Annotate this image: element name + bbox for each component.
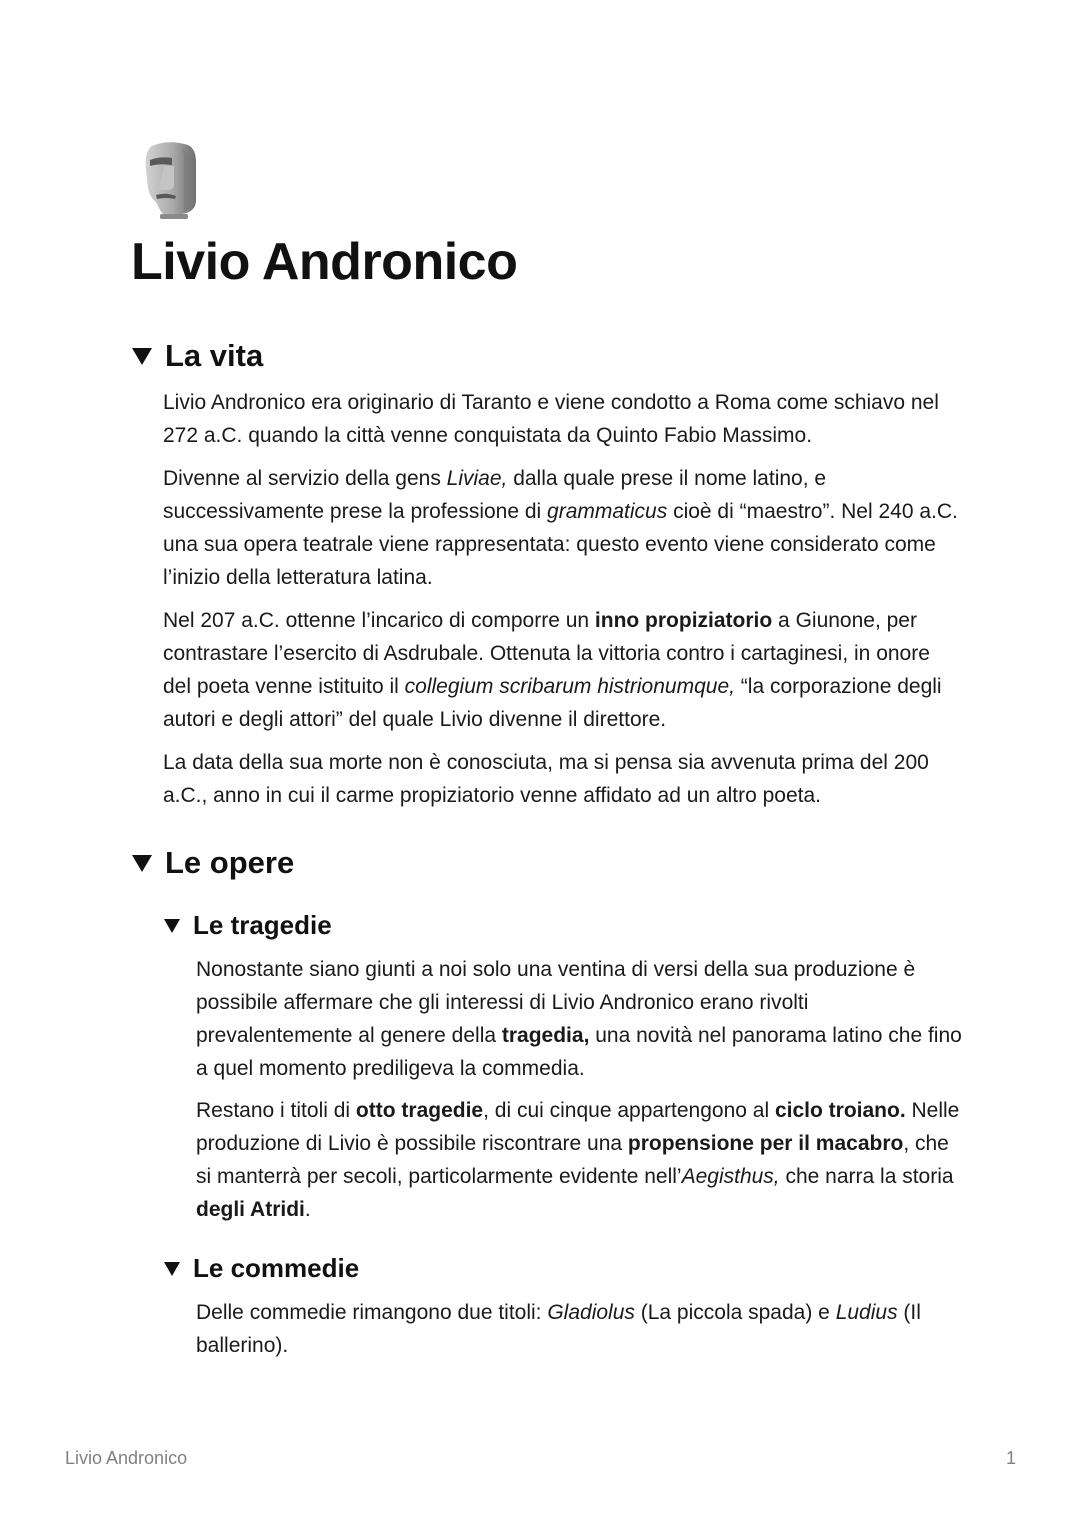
heading-label: Le commedie <box>193 1253 360 1283</box>
triangle-down-icon[interactable] <box>163 1261 181 1277</box>
bold-text: inno propiziatorio <box>594 609 773 632</box>
bold-text: degli Atridi <box>196 1198 305 1221</box>
text-run: cioè di “maestro”. Nel 240 a.C. una sua opera teatrale viene rappresentata: questo evento viene considerato come l’inizio della letteratura latina. <box>163 500 958 589</box>
text-run: dalla quale prese il nome latino, e successivamente prese la professione di <box>163 467 827 523</box>
text-run: (La piccola spada) e <box>634 1301 836 1324</box>
paragraph <box>196 1296 966 1362</box>
text-run: “la corporazione degli autori e degli attori” del quale Livio divenne il direttore. <box>163 675 942 731</box>
toggle-heading-la-vita[interactable] <box>131 338 263 374</box>
text-run: Divenne al servizio della gens <box>163 467 447 490</box>
text-run: (Il ballerino). <box>196 1301 921 1357</box>
toggle-heading-le-tragedie[interactable] <box>163 910 332 941</box>
triangle-down-icon[interactable] <box>131 853 153 873</box>
italic-text: collegium scribarum histrionumque, <box>404 675 735 698</box>
heading-label: Le opere <box>165 845 295 880</box>
text-run: Delle commedie rimangono due titoli: <box>196 1301 548 1324</box>
page-title: Livio Andronico <box>131 233 518 291</box>
moai-statue-icon <box>138 140 204 220</box>
footer-document-title: Livio Andronico <box>65 1448 188 1468</box>
text-run: che narra la storia <box>779 1165 954 1188</box>
footer-page-number: 1 <box>1005 1448 1016 1468</box>
toggle-heading-le-opere[interactable] <box>131 845 294 881</box>
text-run: . <box>304 1198 311 1221</box>
toggle-heading-le-commedie[interactable] <box>163 1253 359 1284</box>
text-run: , di cui cinque appartengono al <box>483 1099 775 1122</box>
triangle-down-icon[interactable] <box>131 346 153 366</box>
paragraph: La data della sua morte non è conosciuta, ma si pensa sia avvenuta prima del 200 a.C., anno in cui il carme propiziatorio venne affidato ad un altro poeta. <box>163 751 929 807</box>
bold-text: tragedia, <box>501 1024 590 1047</box>
text-run: Nelle produzione di Livio è possibile riscontrare una <box>196 1099 960 1155</box>
bold-text: ciclo troiano. <box>774 1099 906 1122</box>
text-run: Nel 207 a.C. ottenne l’incarico di comporre un <box>163 609 595 632</box>
paragraph: Livio Andronico era originario di Taranto e viene condotto a Roma come schiavo nel 272 a.C. quando la città venne conquistata da Quinto Fabio Massimo. <box>163 391 939 447</box>
paragraph <box>163 462 963 594</box>
text-run: a Giunone, per contrastare l’esercito di Asdrubale. Ottenuta la vittoria contro i cartaginesi, in onore del poeta venne istituito il <box>163 609 930 698</box>
bold-text: propensione per il macabro <box>627 1132 904 1155</box>
heading-label: Le tragedie <box>193 910 332 940</box>
heading-label: La vita <box>165 338 264 373</box>
text-run: Nonostante siano giunti a noi solo una ventina di versi della sua produzione è possibile affermare che gli interessi di Livio Andronico erano rivolti prevalentemente al genere della <box>196 958 916 1047</box>
text-run: Restano i titoli di <box>196 1099 356 1122</box>
italic-text: grammaticus <box>547 500 668 523</box>
italic-text: Ludius <box>835 1301 898 1324</box>
italic-text: Gladiolus <box>547 1301 635 1324</box>
text-run: , che si manterrà per secoli, particolarmente evidente nell’ <box>196 1132 949 1188</box>
bold-text: otto tragedie <box>355 1099 484 1122</box>
italic-text: Aegisthus, <box>681 1165 780 1188</box>
paragraph <box>196 1094 966 1226</box>
text-run: una novità nel panorama latino che fino a quel momento prediligeva la commedia. <box>196 1024 962 1080</box>
paragraph <box>163 604 963 736</box>
triangle-down-icon[interactable] <box>163 918 181 934</box>
italic-text: Liviae, <box>446 467 508 490</box>
paragraph <box>196 953 966 1085</box>
